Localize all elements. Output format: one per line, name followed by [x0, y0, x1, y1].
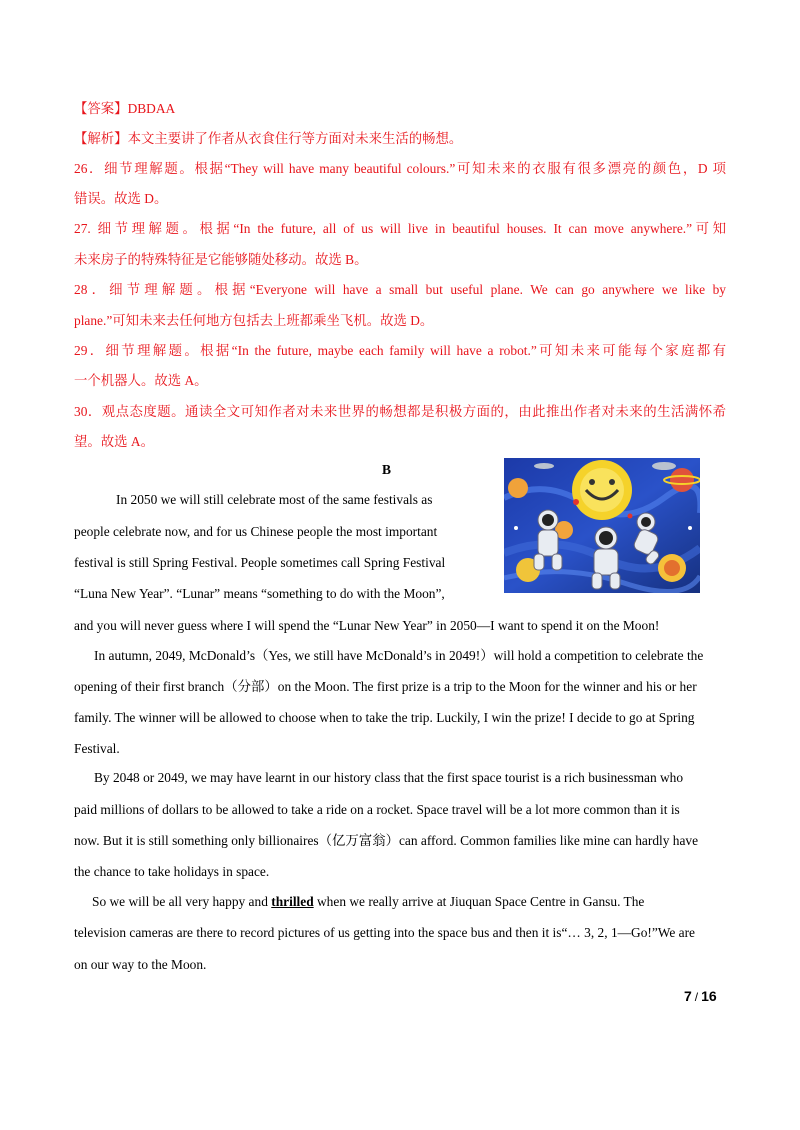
explanation-line: 26．细节理解题。根据“They will have many beautiful colours.”可知未来的衣服有很多漂亮的颜色，D 项	[74, 161, 726, 176]
explanation-line: 29．细节理解题。根据“In the future, maybe each family will have a robot.”可知未来可能每个家庭都有	[74, 343, 726, 358]
passage-line: now. But it is still something only billionaires（亿万富翁）can afford. Common families like mine can hardly have	[74, 833, 699, 848]
explanation-line: 望。故选 A。	[74, 434, 154, 449]
passage-line: the chance to take holidays in space.	[74, 864, 270, 879]
space-illustration	[504, 458, 700, 593]
passage-line: Festival.	[74, 741, 120, 756]
answer-label: 【答案】	[74, 101, 128, 116]
passage-line: festival is still Spring Festival. People sometimes call Spring Festival	[74, 555, 446, 570]
passage-line: family. The winner will be allowed to choose when to take the trip. Luckily, I win the prize! I decide to go at Spring	[74, 710, 695, 725]
explanation-line: 未来房子的特殊特征是它能够随处移动。故选 B。	[74, 252, 368, 267]
page-separator: /	[694, 990, 699, 1004]
passage-line	[92, 892, 644, 912]
passage-line: In 2050 we will still celebrate most of the same festivals as	[116, 492, 433, 507]
passage-line: television cameras are there to record pictures of us getting into the space bus and then it is“… 3, 2, 1—Go!”We are	[74, 925, 696, 940]
thrilled-after: when we really arrive at Jiuquan Space Centre in Gansu. The	[313, 894, 645, 909]
thrilled-before: So we will be all very happy and	[92, 894, 272, 909]
page-current: 7	[684, 988, 692, 1004]
analysis-line	[74, 129, 462, 149]
passage-line: people celebrate now, and for us Chinese people the most important	[74, 524, 438, 539]
explanation-line: 一个机器人。故选 A。	[74, 373, 208, 388]
analysis-text: 本文主要讲了作者从衣食住行等方面对未来生活的畅想。	[127, 131, 463, 146]
page-total: 16	[701, 988, 717, 1004]
explanation-line: 错误。故选 D。	[74, 191, 168, 206]
answer-line	[74, 99, 175, 119]
thrilled-word: thrilled	[271, 894, 314, 909]
section-heading: B	[382, 462, 392, 477]
page-number	[684, 988, 717, 1004]
analysis-label: 【解析】	[74, 131, 128, 146]
passage-line: By 2048 or 2049, we may have learnt in our history class that the first space tourist is a rich businessman who	[94, 770, 684, 785]
passage-line: opening of their first branch（分部）on the Moon. The first prize is a trip to the Moon for the winner and his or her	[74, 679, 697, 694]
passage-line: paid millions of dollars to be allowed to take a ride on a rocket. Space travel will be a lot more common than it is	[74, 802, 680, 817]
passage-line: and you will never guess where I will spend the “Lunar New Year” in 2050—I want to spend it on the Moon!	[74, 618, 660, 633]
passage-line: on our way to the Moon.	[74, 957, 207, 972]
astronauts-on-moon-painting	[504, 458, 700, 593]
passage-line: In autumn, 2049, McDonald’s（Yes, we still have McDonald’s in 2049!）will hold a competition to celebrate the	[94, 648, 704, 663]
answer-value: DBDAA	[127, 101, 176, 116]
passage-line: “Luna New Year”. “Lunar” means “something to do with the Moon”,	[74, 586, 445, 601]
explanation-line: 28．细节理解题。根据“Everyone will have a small but useful plane. We can go anywhere we like by	[74, 282, 726, 297]
explanation-line: 30．观点态度题。通读全文可知作者对未来世界的畅想都是积极方面的，由此推出作者对未来的生活满怀希	[74, 404, 726, 419]
explanation-line: plane.”可知未来去任何地方包括去上班都乘坐飞机。故选 D。	[74, 313, 434, 328]
explanation-line: 27. 细节理解题。根据“In the future, all of us will live in beautiful houses. It can move anywhere.”可知	[74, 221, 726, 236]
